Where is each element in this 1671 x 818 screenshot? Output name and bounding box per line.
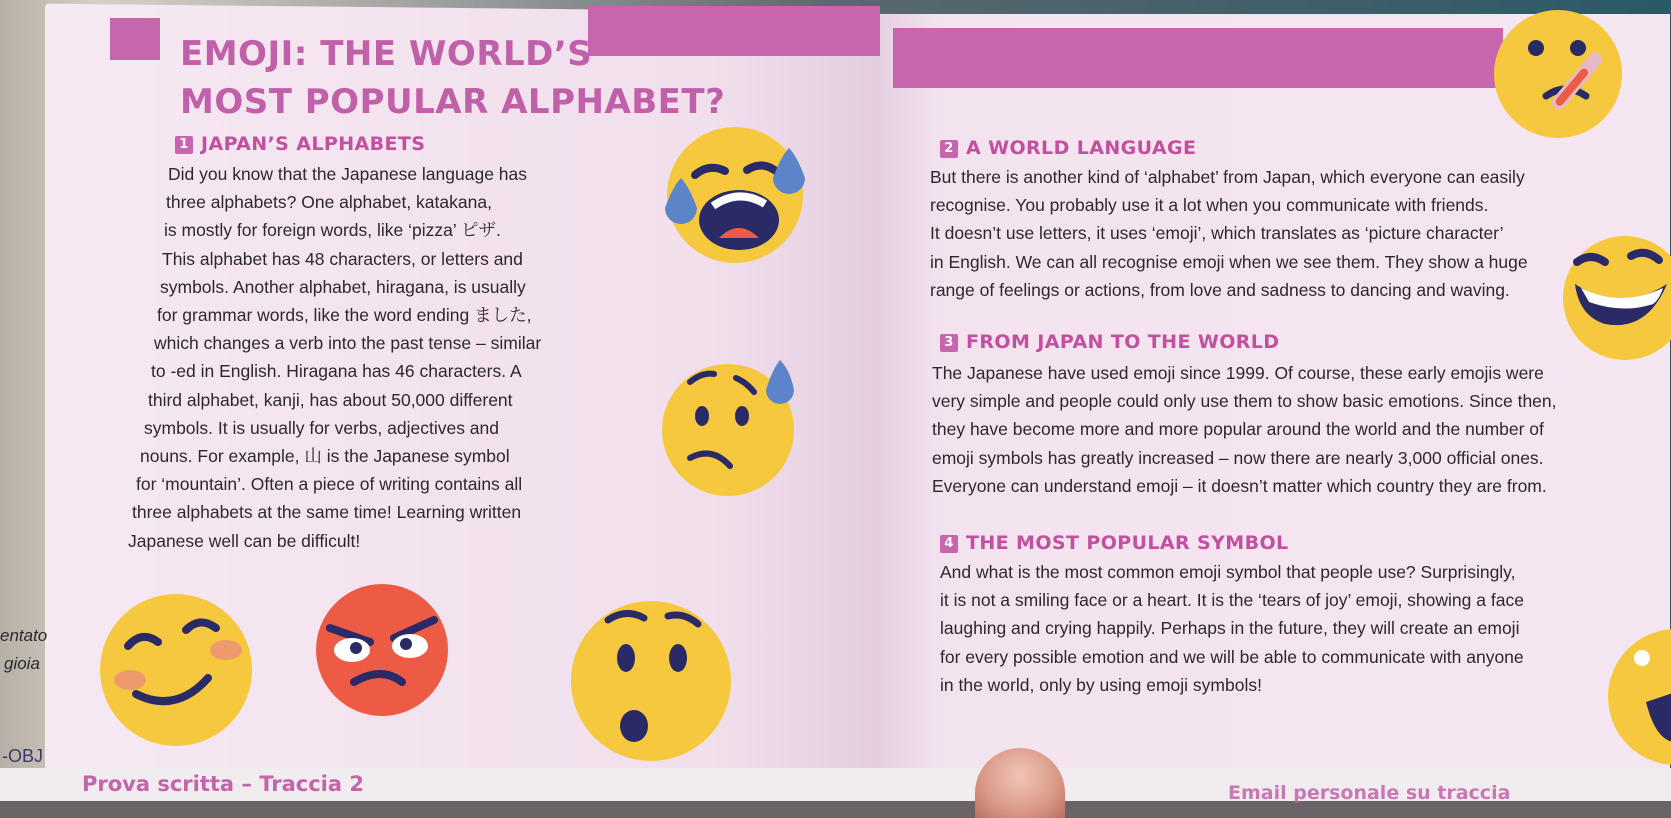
section-3-line: The Japanese have used emoji since 1999. Of course, these early emojis were	[932, 363, 1544, 383]
left-header-band	[110, 18, 160, 60]
section-3-heading-text: FROM JAPAN TO THE WORLD	[966, 331, 1280, 353]
crying-emoji	[655, 120, 815, 270]
section-2-line: But there is another kind of ‘alphabet’ from Japan, which everyone can easily	[930, 167, 1525, 187]
sick-thermometer-emoji	[1488, 6, 1628, 141]
section-1-line: to -ed in English. Hiragana has 46 characters. A	[151, 361, 522, 382]
angry-emoji	[312, 580, 452, 720]
section-3-heading	[940, 331, 1279, 353]
section-4-line: in the world, only by using emoji symbols!	[940, 674, 1262, 695]
worried-sweat-emoji	[660, 352, 810, 502]
laughing-tears-emoji	[1557, 232, 1671, 362]
section-1-line: is mostly for foreign words, like ‘pizza’ ピザ.	[164, 220, 501, 241]
right-header-band	[893, 28, 1503, 88]
section-2-number: 2	[940, 140, 958, 158]
margin-note-1: entato	[0, 626, 48, 645]
section-1-line: three alphabets at the same time! Learning written	[132, 502, 522, 523]
page-title-line-1: EMOJI: THE WORLD’S	[180, 34, 593, 74]
section-2-line: It doesn’t use letters, it uses ‘emoji’, which translates as ‘picture character’	[930, 223, 1504, 244]
section-2-body	[930, 163, 1528, 304]
section-1-line: symbols. It is usually for verbs, adjectives and	[144, 417, 500, 438]
section-2-line: in English. We can all recognise emoji when we see them. They show a huge	[930, 251, 1528, 272]
section-3-line: Everyone can understand emoji – it doesn’t matter which country they are from.	[932, 475, 1547, 496]
section-1-heading	[175, 133, 425, 155]
section-2-line: range of feelings or actions, from love and sadness to dancing and waving.	[930, 279, 1510, 300]
section-1-line: for grammar words, like the word ending ました,	[157, 305, 532, 326]
section-4-line: it is not a smiling face or a heart. It is the ‘tears of joy’ emoji, showing a face	[940, 590, 1524, 611]
margin-note-3: -OBJ	[2, 746, 44, 766]
partial-emoji	[1606, 622, 1671, 772]
footer-left-text: Prova scritta – Traccia 2	[82, 772, 364, 796]
section-3-number: 3	[940, 334, 958, 352]
section-4-heading	[940, 532, 1289, 554]
section-3-line: they have become more and more popular around the world and the number of	[932, 419, 1544, 440]
section-3-body	[932, 359, 1557, 500]
page-title-line-2: MOST POPULAR ALPHABET?	[180, 82, 726, 122]
section-1-line: Japanese well can be difficult!	[128, 530, 361, 551]
section-1-number: 1	[175, 136, 193, 154]
section-4-heading-text: THE MOST POPULAR SYMBOL	[966, 532, 1289, 554]
section-4-body	[940, 558, 1524, 699]
section-1-line: Did you know that the Japanese language has	[168, 164, 528, 184]
section-4-line: for every possible emotion and we will be able to communicate with anyone	[940, 646, 1524, 667]
surprised-emoji	[568, 596, 734, 766]
section-2-line: recognise. You probably use it a lot when you communicate with friends.	[930, 195, 1489, 216]
section-1-line: third alphabet, kanji, has about 50,000 different	[148, 389, 513, 410]
section-1-line: for ‘mountain’. Often a piece of writing contains all	[136, 474, 523, 495]
section-1-line: which changes a verb into the past tense – similar	[154, 333, 542, 354]
section-4-line: And what is the most common emoji symbol that people use? Surprisingly,	[940, 562, 1516, 582]
section-1-body	[128, 160, 542, 555]
blushing-smile-emoji	[96, 590, 256, 750]
section-3-line: very simple and people could only use them to show basic emotions. Since then,	[932, 391, 1557, 412]
page-title	[180, 30, 725, 126]
section-1-line: three alphabets? One alphabet, katakana,	[166, 192, 492, 213]
section-4-number: 4	[940, 535, 958, 553]
section-1-line: symbols. Another alphabet, hiragana, is usually	[160, 276, 526, 297]
section-1-line: This alphabet has 48 characters, or letters and	[162, 248, 523, 269]
section-2-heading	[940, 137, 1196, 159]
section-3-line: emoji symbols has greatly increased – now there are nearly 3,000 official ones.	[932, 447, 1544, 468]
section-1-line: nouns. For example, 山 is the Japanese symbol	[140, 446, 510, 467]
section-2-heading-text: A WORLD LANGUAGE	[966, 137, 1197, 159]
section-1-heading-text: JAPAN’S ALPHABETS	[201, 133, 426, 155]
section-4-line: laughing and crying happily. Perhaps in the future, they will create an emoji	[940, 618, 1520, 639]
margin-note-2: gioia	[4, 654, 40, 673]
footer-right-text: Email personale su traccia	[1228, 782, 1511, 804]
